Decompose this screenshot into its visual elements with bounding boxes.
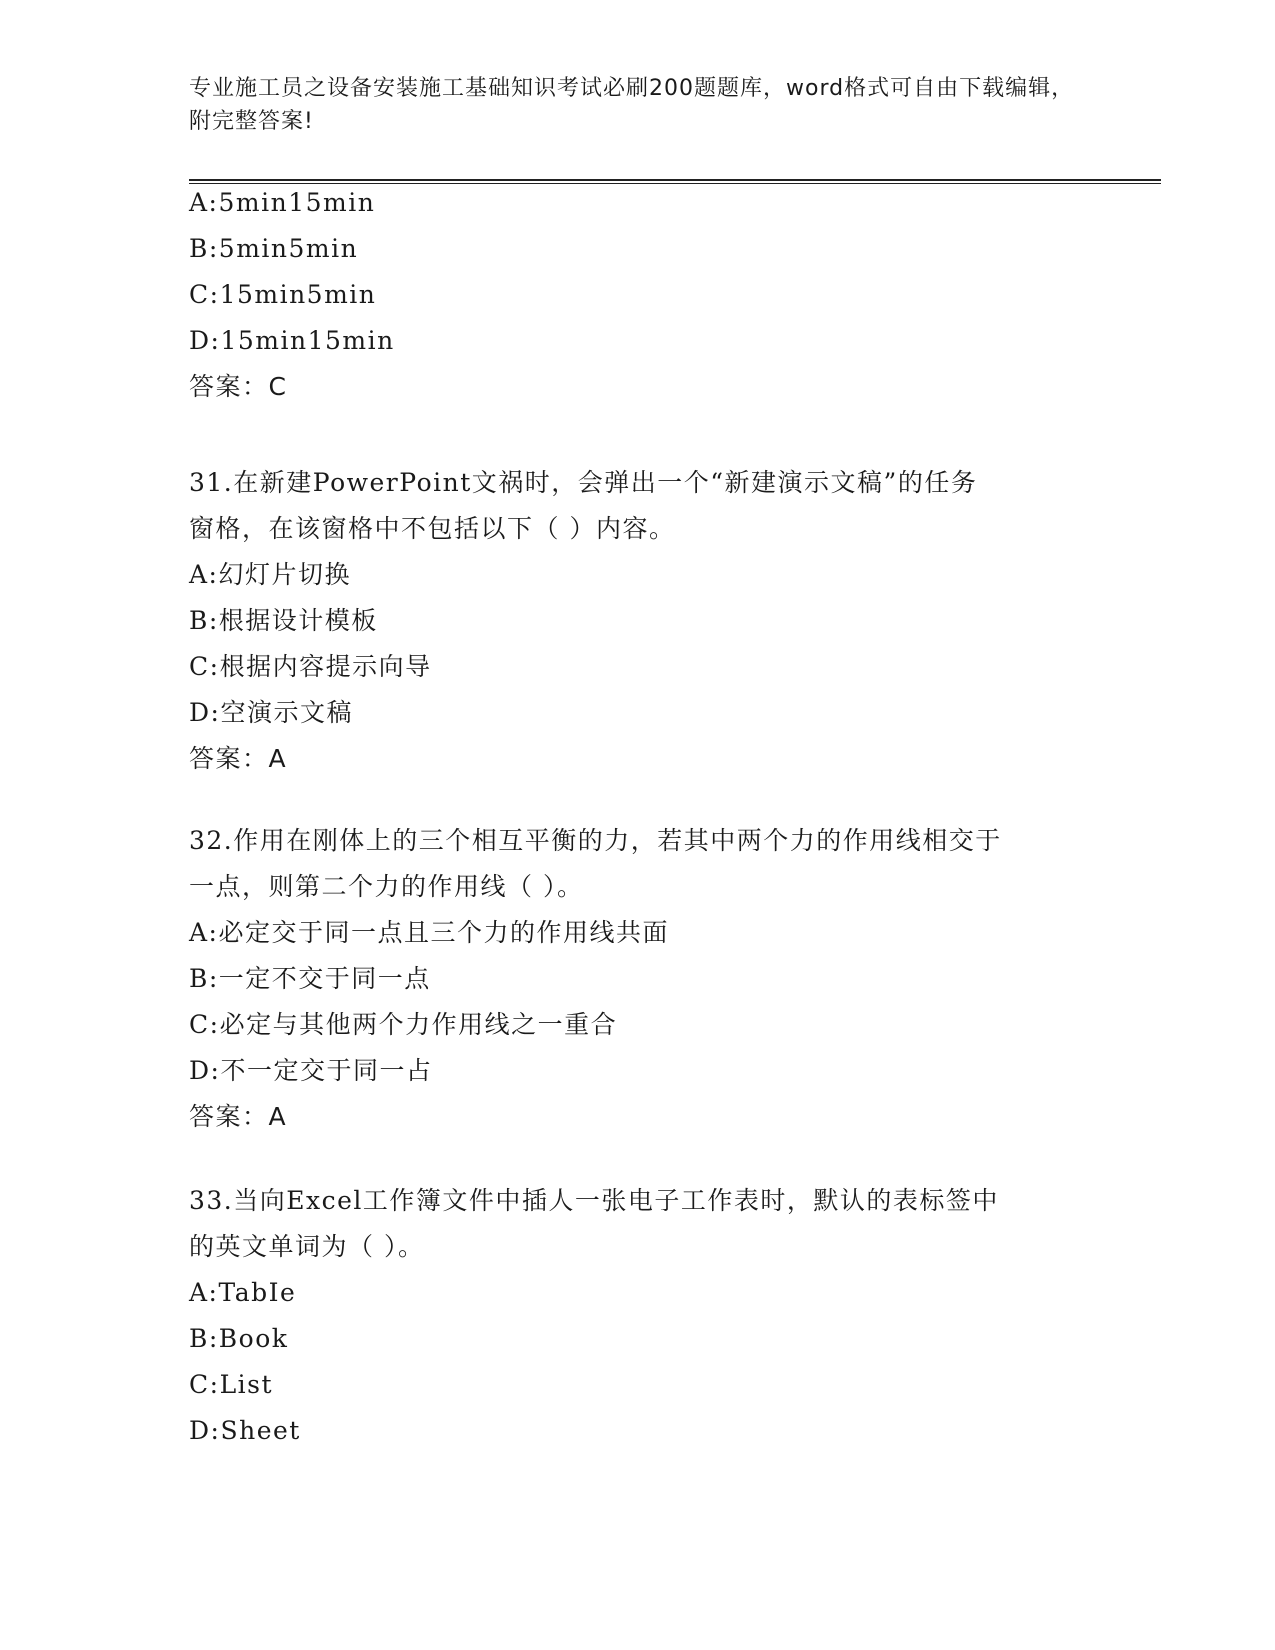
question-stem-line-1: 31.在新建PowerPoint文祸时，会弹出一个“新建演示文稿”的任务: [189, 468, 978, 497]
option-a: A:幻灯片切换: [189, 560, 351, 589]
option-c: C:List: [189, 1370, 274, 1399]
option-b: B:一定不交于同一点: [189, 964, 431, 993]
option-b: B:根据设计模板: [189, 606, 378, 635]
option-b: B:Book: [189, 1324, 289, 1353]
option-b: B:5min5min: [189, 234, 359, 263]
question-stem-line-2: 的英文单词为（ ）。: [189, 1232, 425, 1261]
option-c: C:必定与其他两个力作用线之一重合: [189, 1010, 618, 1039]
option-a: A:5min15min: [189, 188, 376, 217]
answer: 答案：C: [189, 372, 288, 401]
question-31: [189, 460, 1089, 782]
question-stem-line-2: 一点，则第二个力的作用线（ ）。: [189, 872, 584, 901]
answer: 答案：A: [189, 744, 288, 773]
question-32: [189, 818, 1089, 1140]
option-d: D:15min15min: [189, 326, 395, 355]
option-a: A:必定交于同一点且三个力的作用线共面: [189, 918, 669, 947]
question-33: [189, 1178, 1089, 1454]
question-stem-line-2: 窗格，在该窗格中不包括以下（ ）内容。: [189, 514, 676, 543]
question-30-tail: [189, 180, 1089, 410]
option-d: D:不一定交于同一占: [189, 1056, 433, 1085]
option-d: D:空演示文稿: [189, 698, 353, 727]
document-header-title: 专业施工员之设备安装施工基础知识考试必刷200题题库，word格式可自由下载编辑，附完整答案!: [189, 76, 1075, 134]
question-stem-line-1: 33.当向Excel工作簿文件中插人一张电子工作表时，默认的表标签中: [189, 1186, 999, 1215]
option-d: D:Sheet: [189, 1416, 301, 1445]
option-c: C:根据内容提示向导: [189, 652, 432, 681]
question-stem-line-1: 32.作用在刚体上的三个相互平衡的力，若其中两个力的作用线相交于: [189, 826, 1002, 855]
answer: 答案：A: [189, 1102, 288, 1131]
option-a: A:TabIe: [189, 1278, 297, 1307]
option-c: C:15min5min: [189, 280, 377, 309]
